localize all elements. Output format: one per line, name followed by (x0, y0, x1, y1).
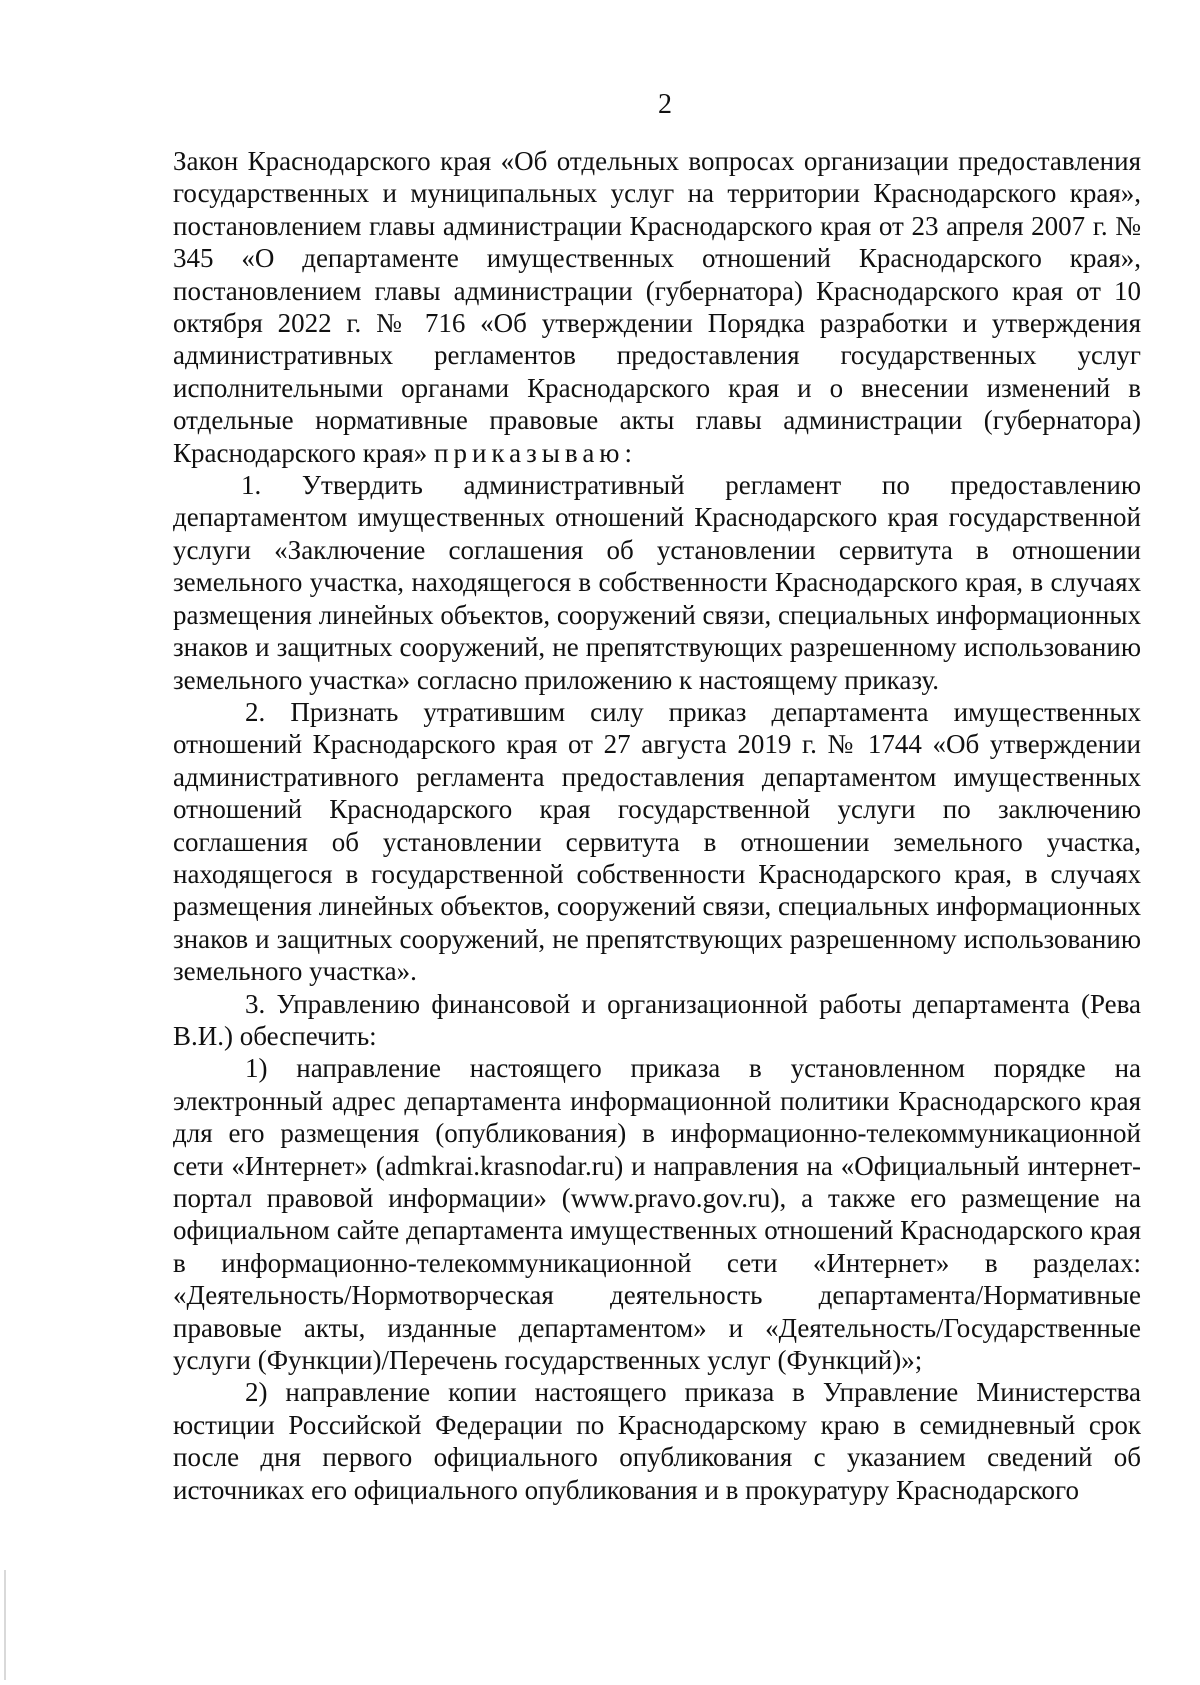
item-3-paragraph: 3. Управлению финансовой и организационной работы департамента (Рева В.И.) обеспечить: (173, 988, 1141, 1051)
item-3-2-paragraph: 2) направление копии настоящего приказа в Управление Министерства юстиции Российской Федерации по Краснодарскому краю в семидневный срок после дня первого официального опубликования с указанием сведений об источниках его официального опубликования и в прокуратуру Краснодарского (173, 1377, 1141, 1505)
intro-text: Закон Краснодарского края «Об отдельных вопросах организации предоставления государственных и муниципальных услуг на территории Краснодарского края», постановлением главы администрации Краснодарского края от 23 апреля 2007 г. № 345 «О департаменте имущественных отношений Краснодарского края», постановлением главы администрации (губернатора) Краснодарского края от 10 октября 2022 г. № 716 «Об утверждении Порядка разработки и утверждения административных регламентов предоставления государственных услуг исполнительными органами Краснодарского края и о внесении изменений в отдельные нормативные правовые акты главы администрации (губернатора) Краснодарского края» (173, 146, 1141, 468)
page-number: 2 (658, 89, 672, 120)
item-1-paragraph: 1. Утвердить административный регламент по предоставлению департаментом имущественных отношений Краснодарского края государственной услуги «Заключение соглашения об установлении сервитута в отношении земельного участка, находящегося в собственности Краснодарского края, в случаях размещения линейных объектов, сооружений связи, специальных информационных знаков и защитных сооружений, не препятствующих разрешенному использованию земельного участка» согласно приложению к настоящему приказу. (173, 470, 1141, 695)
order-word: приказываю: (434, 437, 637, 468)
item-2-paragraph: 2. Признать утратившим силу приказ департамента имущественных отношений Краснодарского края от 27 августа 2019 г. № 1744 «Об утверждении административного регламента предоставления департаментом имущественных отношений Краснодарского края государственной услуги по заключению соглашения об установлении сервитута в отношении земельного участка, находящегося в государственной собственности Краснодарского края, в случаях размещения линейных объектов, сооружений связи, специальных информационных знаков и защитных сооружений, не препятствующих разрешенному использованию земельного участка». (173, 696, 1141, 987)
item-3-1-paragraph: 1) направление настоящего приказа в установленном порядке на электронный адрес департамента информационной политики Краснодарского края для его размещения (опубликования) в информационно-телекоммуникационной сети «Интернет» (admkrai.krasnodar.ru) и направления на «Официальный интернет-портал правовой информации» (www.pravo.gov.ru), а также его размещение на официальном сайте департамента имущественных отношений Краснодарского края в информационно-телекоммуникационной сети «Интернет» в разделах: «Деятельность/Нормотворческая деятельность департамента/Нормативные правовые акты, изданные департаментом» и «Деятельность/Государственные услуги (Функции)/Перечень государственных услуг (Функций)»; (173, 1053, 1141, 1376)
scan-edge-mark (4, 1570, 6, 1680)
intro-paragraph (173, 145, 1141, 469)
document-body (173, 145, 1141, 1506)
